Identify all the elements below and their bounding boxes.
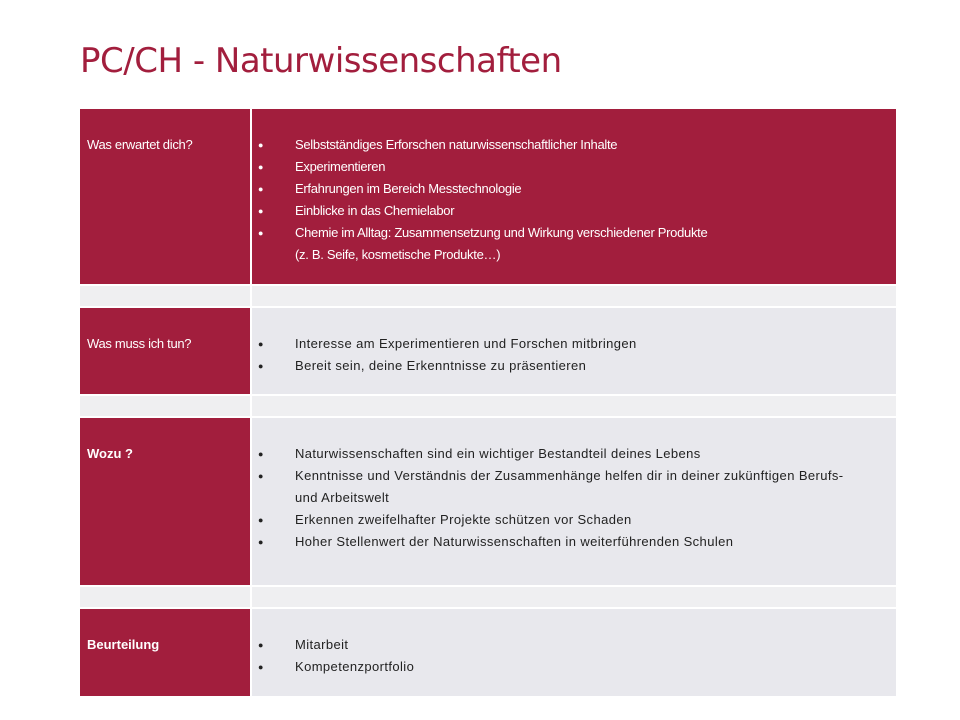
spacer-cell — [80, 587, 250, 607]
table-row-purpose — [80, 418, 896, 585]
spacer-row — [80, 587, 896, 607]
spacer-cell — [252, 396, 896, 416]
list-item: ● Experimentieren — [258, 156, 876, 178]
row-heading: Beurteilung — [80, 609, 250, 696]
slide-title: PC/CH - Naturwissenschaften — [80, 41, 562, 81]
list-item-continuation: (z. B. Seife, kosmetische Produkte…) — [295, 247, 501, 262]
list-item: ● Interesse am Experimentieren und Forschen mitbringen — [258, 333, 876, 355]
row-heading: Wozu ? — [80, 418, 250, 585]
list-item: ● Erkennen zweifelhafter Projekte schützen vor Schaden — [258, 509, 876, 531]
spacer-cell — [252, 286, 896, 306]
spacer-row — [80, 286, 896, 306]
spacer-cell — [80, 396, 250, 416]
bullet-list — [258, 634, 876, 678]
row-content — [252, 308, 896, 394]
spacer-cell — [80, 286, 250, 306]
spacer-cell — [252, 587, 896, 607]
table-row-expectations — [80, 109, 896, 284]
list-item-continuation: und Arbeitswelt — [295, 490, 390, 505]
list-item: ● Hoher Stellenwert der Naturwissenschaften in weiterführenden Schulen — [258, 531, 876, 553]
bullet-list — [258, 333, 876, 377]
spacer-row — [80, 396, 896, 416]
list-item: ● Mitarbeit — [258, 634, 876, 656]
info-table — [80, 109, 896, 696]
row-heading: Was muss ich tun? — [80, 308, 250, 394]
list-item: ● Chemie im Alltag: Zusammensetzung und Wirkung verschiedener Produkte — [258, 222, 876, 244]
bullet-list — [258, 134, 876, 266]
table-row-assessment — [80, 609, 896, 696]
row-content — [252, 418, 896, 585]
list-item: ● Bereit sein, deine Erkenntnisse zu präsentieren — [258, 355, 876, 377]
list-item: ● Naturwissenschaften sind ein wichtiger Bestandteil deines Lebens — [258, 443, 876, 465]
row-heading: Was erwartet dich? — [80, 109, 250, 284]
list-item: ● Erfahrungen im Bereich Messtechnologie — [258, 178, 876, 200]
row-content — [252, 109, 896, 284]
row-content — [252, 609, 896, 696]
table-row-tasks — [80, 308, 896, 394]
list-item: ● Kompetenzportfolio — [258, 656, 876, 678]
list-item: ● Kenntnisse und Verständnis der Zusammenhänge helfen dir in deiner zukünftigen Berufs- — [258, 465, 876, 487]
list-item: ● Einblicke in das Chemielabor — [258, 200, 876, 222]
bullet-list — [258, 443, 876, 553]
list-item: ● Selbstständiges Erforschen naturwissenschaftlicher Inhalte — [258, 134, 876, 156]
